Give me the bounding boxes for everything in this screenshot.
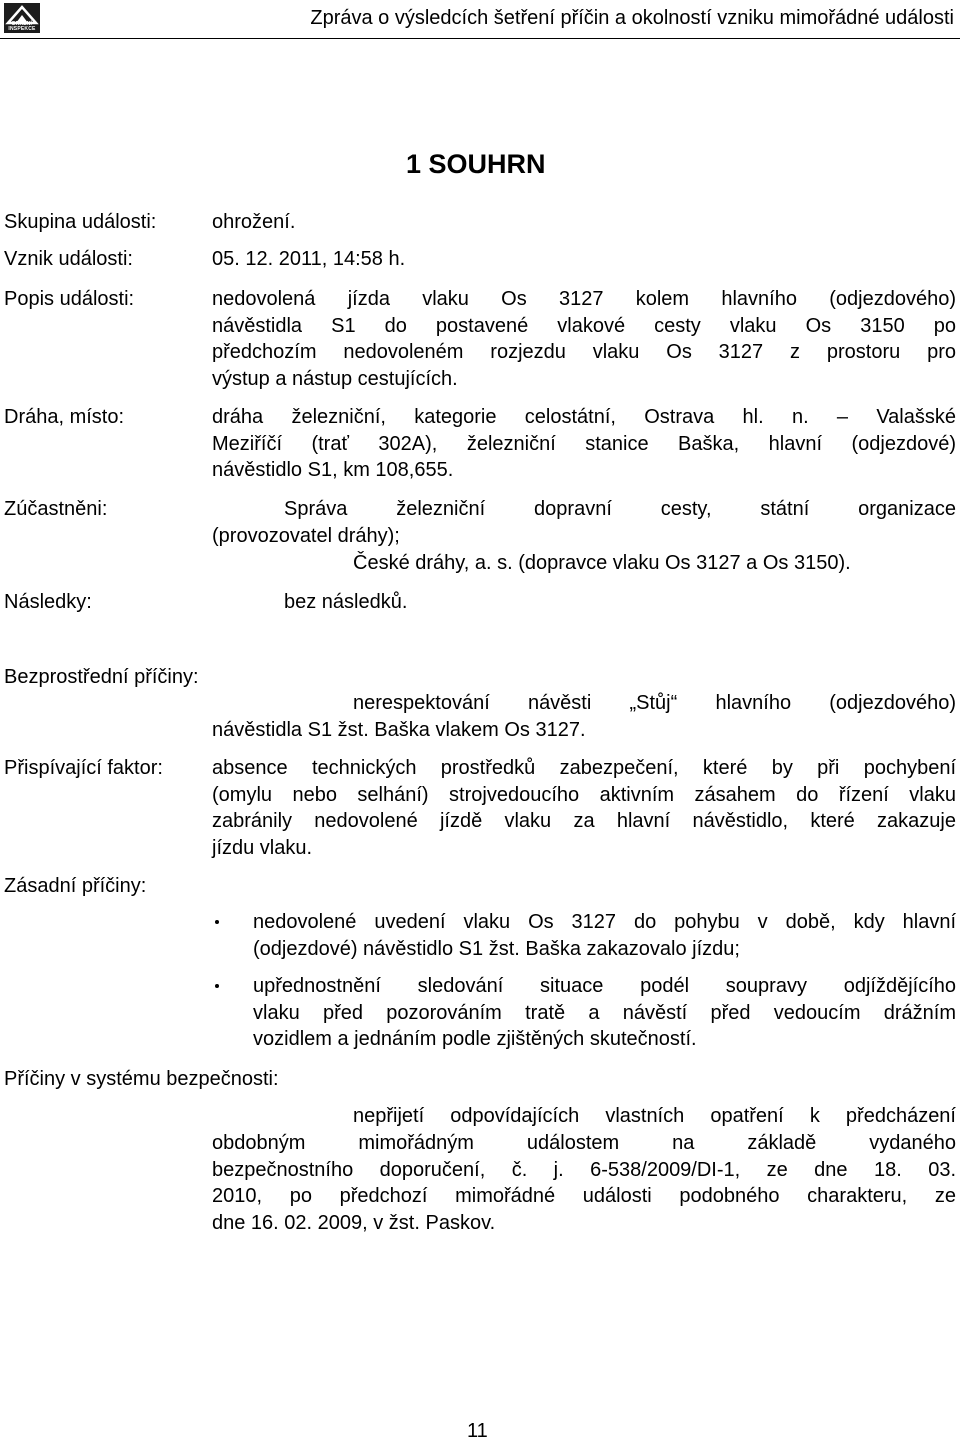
page-header <box>0 0 960 39</box>
prispivajici-value <box>212 755 956 862</box>
popis-line: návěstidla S1 do postavené vlakové cesty vlaku Os 3150 po <box>212 314 956 337</box>
system-line: dne 16. 02. 2009, v žst. Paskov. <box>212 1212 496 1235</box>
vznik-label: Vznik události: <box>4 248 133 270</box>
page-number: 11 <box>467 1420 488 1442</box>
zucastneni-line-1: Správa železniční dopravní cesty, státní organizace <box>284 498 956 520</box>
vznik-value: 05. 12. 2011, 14:58 h. <box>212 248 406 270</box>
draha-line: návěstidlo S1, km 108,655. <box>212 459 454 482</box>
zasadni-list <box>212 973 956 1053</box>
zasadni-line: nedovolené uvedení vlaku Os 3127 do pohybu v době, kdy hlavní <box>253 911 956 933</box>
zasadni-line: vozidlem a jednáním podle zjištěných skutečností. <box>253 1028 697 1050</box>
nasledky-value: bez následků. <box>284 591 408 613</box>
skupina-label: Skupina události: <box>4 211 157 233</box>
popis-line: výstup a nástup cestujících. <box>212 368 458 391</box>
zasadni-list <box>212 909 956 962</box>
system-line: obdobným mimořádným událostem na základě vydaného <box>212 1132 956 1154</box>
bezprostredni-line-2: návěstidla S1 žst. Baška vlakem Os 3127. <box>212 719 586 741</box>
zucastneni-line-3: České dráhy, a. s. (dopravce vlaku Os 3127 a Os 3150). <box>353 552 851 574</box>
prispivajici-line: jízdu vlaku. <box>212 837 313 860</box>
system-line: bezpečnostního doporučení, č. j. 6-538/2009/DI-1, ze dne 18. 03. <box>212 1158 956 1181</box>
document-title: Zpráva o výsledcích šetření příčin a okolností vzniku mimořádné události <box>310 7 954 29</box>
system-line: 2010, po předchozí mimořádné události podobného charakteru, ze <box>212 1185 956 1208</box>
list-item <box>212 909 956 962</box>
prispivajici-line: (omylu nebo selhání) strojvedoucího aktivním zásahem do řízení vlaku <box>212 783 956 806</box>
popis-label: Popis události: <box>4 288 135 310</box>
drazni-inspekce-logo <box>4 3 40 33</box>
prispivajici-label: Přispívající faktor: <box>4 757 163 779</box>
bullet-icon <box>215 920 219 924</box>
system-value <box>212 1130 956 1237</box>
zasadni-label: Zásadní příčiny: <box>4 875 147 897</box>
zasadni-line: vlaku před pozorováním tratě a návěstí před vedoucím drážním <box>253 1001 956 1024</box>
draha-line: Meziříčí (trať 302A), železniční stanice Baška, hlavní (odjezdové) <box>212 432 956 455</box>
popis-line: nedovolená jízda vlaku Os 3127 kolem hlavního (odjezdového) <box>212 288 956 310</box>
prispivajici-line: zabránily nedovolené jízdě vlaku za hlavní návěstidlo, které zakazuje <box>212 810 956 833</box>
popis-line: předchozím nedovoleném rozjezdu vlaku Os 3127 z prostoru pro <box>212 341 956 364</box>
draha-line: dráha železniční, kategorie celostátní, Ostrava hl. n. – Valašské <box>212 406 956 428</box>
section-heading: 1 SOUHRN <box>406 149 546 179</box>
draha-label: Dráha, místo: <box>4 406 125 428</box>
zasadni-line: (odjezdové) návěstidlo S1 žst. Baška zakazovalo jízdu; <box>253 937 740 960</box>
prispivajici-line: absence technických prostředků zabezpečení, které by při pochybení <box>212 757 956 779</box>
list-item <box>212 973 956 1053</box>
system-label: Příčiny v systému bezpečnosti: <box>4 1068 279 1090</box>
logo-text: DRÁŽNÍ INSPEKCE <box>8 21 36 32</box>
bullet-icon <box>215 984 219 988</box>
bezprostredni-line-1: nerespektování návěsti „Stůj“ hlavního (odjezdového) <box>353 692 956 714</box>
draha-value <box>212 404 956 484</box>
system-line-1: nepřijetí odpovídajících vlastních opatření k předcházení <box>353 1105 956 1127</box>
zasadni-line: upřednostnění sledování situace podél soupravy odjíždějícího <box>253 975 956 997</box>
zucastneni-label: Zúčastněni: <box>4 498 108 520</box>
popis-value <box>212 286 956 393</box>
zucastneni-line-2: (provozovatel dráhy); <box>212 525 400 547</box>
nasledky-label: Následky: <box>4 591 92 613</box>
skupina-value: ohrožení. <box>212 211 296 233</box>
bezprostredni-label: Bezprostřední příčiny: <box>4 666 199 688</box>
